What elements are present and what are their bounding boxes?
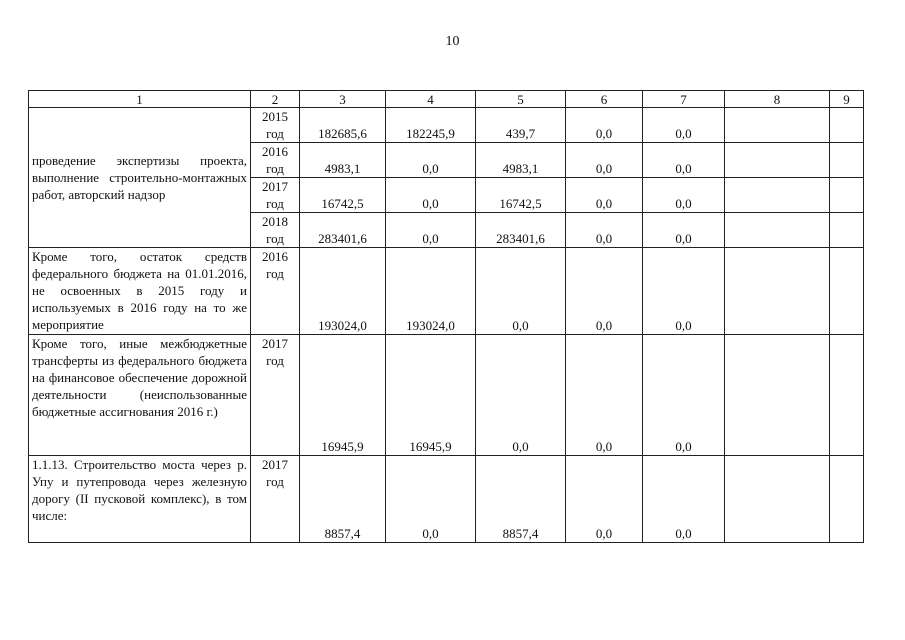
value-cell: 0,0 xyxy=(566,178,643,213)
value-cell: 283401,6 xyxy=(300,213,386,248)
col-header: 1 xyxy=(29,91,251,108)
row-description: Кроме того, иные межбюджетные трансферты из федерального бюджета на финансовое обеспечение дорожной деятельности (неиспользованные бюджетные ассигнования 2016 г.) xyxy=(29,335,251,456)
value-cell: 16742,5 xyxy=(476,178,566,213)
col-header: 4 xyxy=(386,91,476,108)
value-cell: 0,0 xyxy=(386,143,476,178)
col-header: 6 xyxy=(566,91,643,108)
year-cell: 2017 год xyxy=(251,178,300,213)
value-cell xyxy=(725,213,830,248)
value-cell: 0,0 xyxy=(566,248,643,335)
value-cell: 0,0 xyxy=(386,456,476,543)
value-cell: 0,0 xyxy=(566,143,643,178)
year-cell: 2016 год xyxy=(251,248,300,335)
value-cell xyxy=(830,456,864,543)
table-row xyxy=(29,248,864,335)
value-cell: 0,0 xyxy=(386,213,476,248)
col-header: 3 xyxy=(300,91,386,108)
value-cell: 439,7 xyxy=(476,108,566,143)
row-description: проведение экспертизы проекта, выполнение строительно-монтажных работ, авторский надзор xyxy=(29,108,251,248)
budget-table xyxy=(28,90,864,543)
year-cell: 2015 год xyxy=(251,108,300,143)
table-row xyxy=(29,456,864,543)
value-cell: 0,0 xyxy=(643,178,725,213)
value-cell xyxy=(725,178,830,213)
page-number: 10 xyxy=(445,34,460,49)
year-cell: 2018 год xyxy=(251,213,300,248)
value-cell: 0,0 xyxy=(386,178,476,213)
value-cell xyxy=(830,213,864,248)
value-cell: 0,0 xyxy=(476,335,566,456)
value-cell xyxy=(725,248,830,335)
value-cell: 16742,5 xyxy=(300,178,386,213)
value-cell xyxy=(725,108,830,143)
value-cell: 0,0 xyxy=(643,143,725,178)
value-cell: 0,0 xyxy=(476,248,566,335)
col-header: 8 xyxy=(725,91,830,108)
value-cell: 193024,0 xyxy=(386,248,476,335)
value-cell: 0,0 xyxy=(566,108,643,143)
value-cell: 0,0 xyxy=(643,213,725,248)
value-cell xyxy=(725,456,830,543)
value-cell: 182685,6 xyxy=(300,108,386,143)
year-cell: 2016 год xyxy=(251,143,300,178)
row-description: Кроме того, остаток средств федерального бюджета на 01.01.2016, не освоенных в 2015 году и используемых в 2016 году на то же мероприятие xyxy=(29,248,251,335)
col-header: 7 xyxy=(643,91,725,108)
col-header: 2 xyxy=(251,91,300,108)
col-header: 9 xyxy=(830,91,864,108)
value-cell xyxy=(830,248,864,335)
value-cell: 4983,1 xyxy=(476,143,566,178)
year-cell: 2017 год xyxy=(251,456,300,543)
value-cell: 0,0 xyxy=(643,108,725,143)
value-cell: 0,0 xyxy=(566,213,643,248)
value-cell xyxy=(830,143,864,178)
value-cell xyxy=(830,108,864,143)
col-header: 5 xyxy=(476,91,566,108)
year-cell: 2017 год xyxy=(251,335,300,456)
value-cell: 8857,4 xyxy=(300,456,386,543)
value-cell: 193024,0 xyxy=(300,248,386,335)
value-cell: 283401,6 xyxy=(476,213,566,248)
value-cell: 0,0 xyxy=(643,456,725,543)
row-description: 1.1.13. Строительство моста через р. Упу и путепровода через железную дорогу (II пусковой комплекс), в том числе: xyxy=(29,456,251,543)
value-cell: 0,0 xyxy=(566,456,643,543)
value-cell xyxy=(830,178,864,213)
value-cell xyxy=(725,143,830,178)
value-cell: 182245,9 xyxy=(386,108,476,143)
table-row xyxy=(29,108,864,143)
value-cell: 0,0 xyxy=(566,335,643,456)
value-cell xyxy=(830,335,864,456)
value-cell: 8857,4 xyxy=(476,456,566,543)
value-cell: 0,0 xyxy=(643,335,725,456)
value-cell xyxy=(725,335,830,456)
value-cell: 0,0 xyxy=(643,248,725,335)
value-cell: 16945,9 xyxy=(386,335,476,456)
header-row xyxy=(29,91,864,108)
value-cell: 16945,9 xyxy=(300,335,386,456)
value-cell: 4983,1 xyxy=(300,143,386,178)
table-row xyxy=(29,335,864,456)
